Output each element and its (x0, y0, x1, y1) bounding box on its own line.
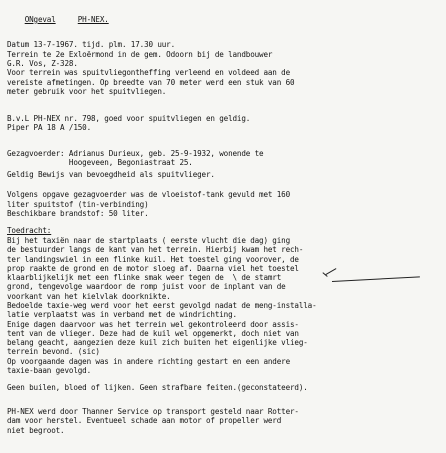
toedracht-line: Op voorgaande dagen was in andere richting gestart en een andere (7, 357, 290, 366)
toedracht-line: terrein bevond. (sic) (7, 347, 100, 356)
toedracht-line: taxie-baan gevolgd. (7, 366, 92, 375)
location-line-1: Terrein te 2e Exloërmond in de gem. Odoorn bij de landbouwer (7, 50, 273, 59)
fuel-line-1: Volgens opgave gezagvoerder was de vloeistof-tank gevuld met 160 (7, 190, 290, 199)
toedracht-line: klaarblijkelijk met een flinke smak weer tegen de \ de stamrt (7, 273, 282, 282)
aircraft-type-line: Piper PA 18 A /150. (7, 123, 92, 132)
handwritten-underline (332, 276, 420, 282)
transport-line-1: PH-NEX werd door Thanner Service op transport gesteld naar Rotter- (7, 407, 299, 416)
report-title (7, 6, 109, 33)
toedracht-line: grond, tengevolge waardoor de romp juist voor de inplant van de (7, 282, 286, 291)
fuel-line-2: liter spuitstof (tin-verbinding) (7, 200, 149, 209)
toedracht-line: Bij het taxiën naar de startplaats ( eerste vlucht die dag) ging (7, 236, 290, 245)
location-line-2: G.R. Vos, Z-328. (7, 59, 78, 68)
pilot-line-1: Gezagvoerder: Adrianus Durieux, geb. 25-9-1932, wonende te (7, 149, 264, 158)
toedracht-line: de bestuurder langs de kant van het terrein. Hierbij kwam het rech- (7, 245, 304, 254)
toedracht-line: Bedoelde taxie-weg werd voor het eerst gevolgd nadat de meng-installa- (7, 301, 317, 310)
transport-line-3: niet begroot. (7, 426, 65, 435)
title-registration: PH-NEX. (77, 15, 109, 24)
title-label: ONgeval (24, 15, 56, 24)
fuel-line-3: Beschikbare brandstof: 50 liter. (7, 209, 149, 218)
toedracht-line: latie verplaatst was in verband met de windrichting. (7, 310, 237, 319)
toedracht-line: tent van de vlieger. Deze had de kuil wel opgemerkt, doch niet van (7, 329, 299, 338)
permit-line-2: vereiste afmetingen. Op breedte van 70 meter werd een stuk van 60 (7, 78, 295, 87)
toedracht-heading: Toedracht: (7, 226, 52, 235)
toedracht-line: voorkant van het kielvlak doorknikte. (7, 292, 171, 301)
pilot-line-2: Hoogeveen, Begoniastraat 25. (7, 158, 193, 167)
license-line: Geldig Bewijs van bevoegdheid als spuitvlieger. (7, 170, 215, 179)
permit-line-3: meter gebruik voor het spuitvliegen. (7, 87, 167, 96)
transport-line-2: dam voor herstel. Eventueel schade aan motor of propeller werd (7, 416, 282, 425)
date-line: Datum 13-7-1967. tijd. plm. 17.30 uur. (7, 40, 176, 49)
toedracht-line: Enige dagen daarvoor was het terrein wel gekontroleerd door assis- (7, 320, 299, 329)
injuries-line: Geen builen, bloed of lijken. Geen strafbare feiten.(geconstateerd). (7, 383, 308, 392)
toedracht-line: prop raakte de grond en de motor sloeg af. Daarna viel het toestel (7, 264, 299, 273)
permit-line-1: Voor terrein was spuitvliegontheffing verleend en voldeed aan de (7, 68, 290, 77)
toedracht-line: belang geacht, aangezien deze kuil zich buiten het eigenlijke vlieg- (7, 338, 308, 347)
cva-line: B.v.L PH-NEX nr. 798, goed voor spuitvliegen en geldig. (7, 114, 251, 123)
toedracht-line: ter landingswiel in een flinke kuil. Het toestel ging voorover, de (7, 255, 299, 264)
